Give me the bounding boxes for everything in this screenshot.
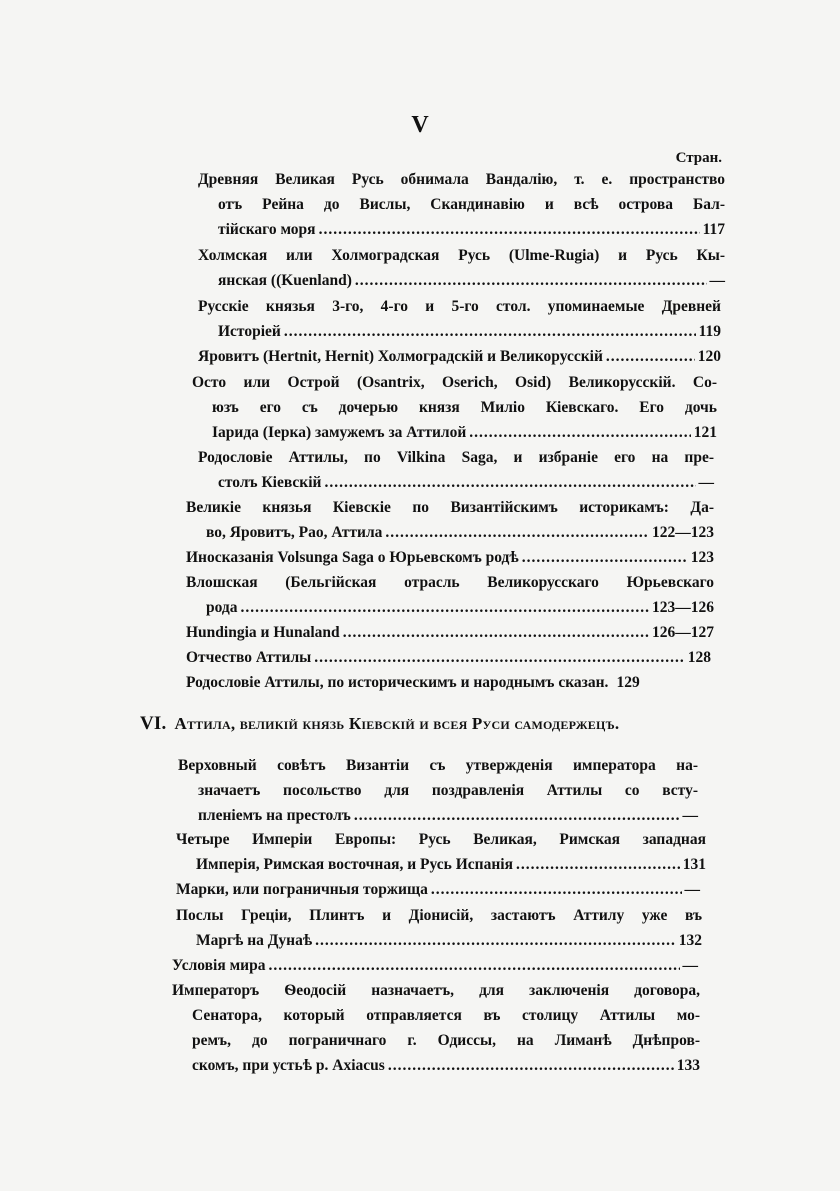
entry-line: Имперія, Римская восточная, и Русь Испанія (196, 856, 513, 873)
entry-line: значаетъ посольство для поздравленія Аттилы со всту- (198, 782, 698, 799)
page-number: 129 (616, 674, 640, 691)
entry-last-line (198, 344, 721, 369)
entry-line: Маргѣ на Дунаѣ (196, 932, 313, 949)
toc-entry (198, 294, 721, 344)
entry-line: Родословіе Аттилы, по Vilkina Saga, и избраніе его на пре- (198, 449, 714, 466)
entry-line: отъ Рейна до Вислы, Скандинавію и всѣ острова Бал- (218, 196, 725, 213)
entry-last-line (198, 470, 714, 495)
page-number: — (682, 807, 698, 824)
entry-last-line (176, 852, 706, 877)
entry-line: во, Яровитъ, Рао, Аттила (206, 524, 383, 541)
page-number: 128 (687, 649, 711, 666)
toc-entry (198, 243, 725, 293)
entry-line: Иносказанія Volsunga Saga о Юрьевскомъ родѣ (186, 549, 519, 566)
page-column-header: Стран. (675, 150, 722, 166)
entry-line: Холмская или Холмоградская Русь (Ulme-Rugia) и Русь Кы- (198, 247, 725, 264)
entry-line: Марки, или пограничныя торжища (176, 881, 428, 898)
page-number: — (682, 957, 698, 974)
page-number: — (709, 272, 725, 289)
leader-dots (355, 268, 707, 293)
entry-line: Яровитъ (Hertnit, Hernit) Холмоградскій и Великорусскій (198, 348, 603, 365)
entry-last-line (186, 595, 714, 620)
leader-dots (324, 470, 695, 495)
entry-line: Великіе князья Кіевскіе по Византійскимъ историкамъ: Да- (186, 499, 714, 516)
page-number: 123 (690, 549, 714, 566)
entry-line: Родословіе Аттилы, по историческимъ и народнымъ сказан. (186, 674, 609, 691)
page-number: — (684, 881, 700, 898)
leader-dots (385, 520, 649, 545)
entry-line: рода (206, 599, 238, 616)
leader-dots (431, 877, 682, 902)
toc-entry (176, 903, 702, 953)
entry-last-line (178, 803, 698, 828)
page-number: 119 (698, 323, 721, 340)
entry-last-line (176, 877, 700, 902)
toc-entry (186, 545, 714, 570)
page-number: 126—127 (652, 624, 714, 641)
toc-entry (178, 753, 698, 828)
toc-entry (198, 445, 714, 495)
leader-dots (241, 595, 649, 620)
entry-line: Четыре Имперіи Европы: Русь Великая, Римская западная (176, 831, 706, 848)
leader-dots (606, 344, 695, 369)
entry-last-line (186, 645, 711, 670)
leader-dots (343, 620, 649, 645)
page-marker: V (411, 112, 429, 138)
entry-line: Hundingia и Hunaland (186, 624, 340, 641)
entry-line: пленіемъ на престолъ (198, 807, 351, 824)
entry-last-line (172, 953, 698, 978)
page-number: 132 (678, 932, 702, 949)
toc-entry (186, 620, 714, 645)
toc-entry (186, 670, 711, 695)
leader-dots (314, 645, 685, 670)
entry-line: столъ Кіевскій (218, 474, 322, 491)
entry-last-line (186, 545, 714, 570)
page-number: 122—123 (652, 524, 714, 541)
entry-line: Сенатора, который отправляется въ столицу Аттилы мо- (192, 1007, 700, 1024)
entry-line: Условія мира (172, 957, 266, 974)
entry-last-line (186, 620, 714, 645)
leader-dots (315, 928, 676, 953)
entry-line: Осто или Острой (Osantrix, Oserich, Osid) Великорусскій. Со- (192, 374, 717, 391)
chapter-number: VI. (140, 713, 167, 734)
leader-dots (516, 852, 680, 877)
entry-last-line (186, 520, 714, 545)
leader-dots (284, 319, 696, 344)
page-number: 120 (697, 348, 721, 365)
leader-dots (522, 545, 688, 570)
entry-last-line (186, 670, 711, 695)
entry-line: Исторіей (218, 323, 281, 340)
leader-dots (268, 953, 679, 978)
toc-entry (176, 827, 706, 877)
entry-last-line (198, 268, 725, 293)
entry-line: Отчество Аттилы (186, 649, 312, 666)
entry-last-line (192, 420, 717, 445)
leader-dots (354, 803, 680, 828)
entry-line: Послы Греціи, Плинтъ и Діонисій, застаютъ Аттилу уже въ (176, 907, 702, 924)
toc-entry (172, 978, 700, 1078)
entry-line: скомъ, при устьѣ р. Axiacus (192, 1057, 385, 1074)
toc-entry (172, 953, 698, 978)
entry-line: янская ((Kuenland) (218, 272, 352, 289)
page-number: — (698, 474, 714, 491)
leader-dots (319, 217, 700, 242)
page-number: 121 (693, 424, 717, 441)
entry-line: Русскіе князья 3-го, 4-го и 5-го стол. упоминаемые Древней (198, 298, 721, 315)
toc-entry (186, 495, 714, 545)
entry-last-line (172, 1053, 700, 1078)
toc-entry (192, 370, 717, 445)
toc-entry (198, 344, 721, 369)
entry-last-line (198, 319, 721, 344)
chapter-heading (140, 713, 710, 735)
leader-dots (469, 420, 690, 445)
entry-last-line (198, 217, 725, 242)
page-number: 131 (682, 856, 706, 873)
entry-line: Верховный совѣтъ Византіи съ утвержденія императора на- (178, 757, 698, 774)
page-number: 123—126 (652, 599, 714, 616)
entry-line: Влошская (Бельгійская отрасль Великорусскаго Юрьевскаго (186, 574, 714, 591)
entry-line: ремъ, до пограничнаго г. Одиссы, на Лиманѣ Днѣпров- (192, 1032, 700, 1049)
toc-entry (176, 877, 700, 902)
toc-entry (186, 570, 714, 620)
toc-entry (198, 167, 725, 242)
page-number: 133 (676, 1057, 700, 1074)
entry-line: тійскаго моря (218, 221, 316, 238)
entry-last-line (176, 928, 702, 953)
entry-line: Древняя Великая Русь обнимала Вандалію, т. е. пространство (198, 171, 725, 188)
leader-dots (388, 1053, 674, 1078)
page-number: 117 (702, 221, 725, 238)
entry-line: юзъ его съ дочерью князя Миліо Кіевскаго. Его дочь (212, 399, 717, 416)
entry-line: Императоръ Ѳеодосій назначаетъ, для заключенія договора, (172, 982, 700, 999)
entry-line: Іарида (Іерка) замужемъ за Аттилой (212, 424, 467, 441)
chapter-title: Аттила, великій князь Кіевскій и всея Руси самодержецъ. (174, 714, 620, 733)
toc-entry (186, 645, 711, 670)
